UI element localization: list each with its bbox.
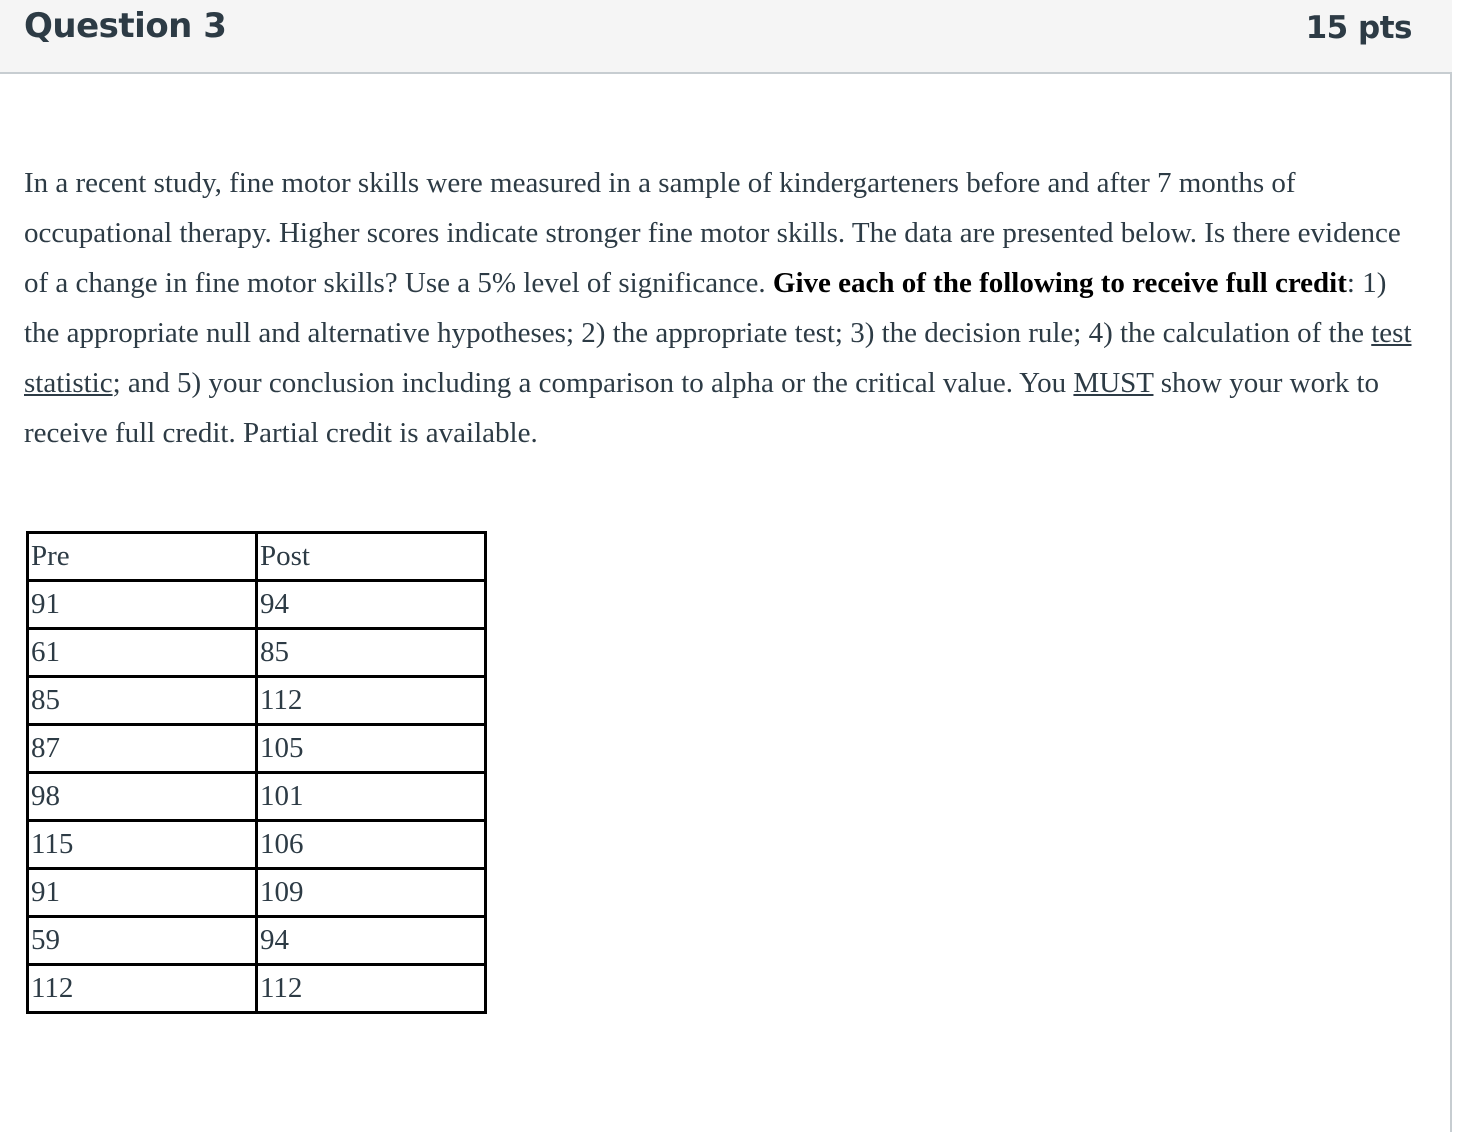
table-row — [28, 869, 486, 917]
table-cell-post: 105 — [257, 725, 486, 773]
table-row — [28, 725, 486, 773]
table-cell-pre: 98 — [28, 773, 257, 821]
table-row — [28, 821, 486, 869]
question-text — [24, 158, 1414, 458]
table-row — [28, 677, 486, 725]
question-text-part1: In a recent study, fine motor skills were measured in a sample of kindergarteners before and after 7 months of occupational therapy. Higher scores indicate stronger fine motor skills. The data are presented below. Is there evidence of a change in fine motor skills? Use a 5% level of significance. — [24, 167, 1401, 299]
table-cell-pre: 61 — [28, 629, 257, 677]
table-cell-post: 85 — [257, 629, 486, 677]
table-cell-pre: 59 — [28, 917, 257, 965]
table-cell-post: 112 — [257, 677, 486, 725]
table-row — [28, 629, 486, 677]
question-text-underline-test-statistic: test statistic — [24, 317, 1412, 399]
table-cell-pre: 115 — [28, 821, 257, 869]
question-text-part3: ; and 5) your conclusion including a comparison to alpha or the critical value. You — [112, 367, 1074, 399]
table-cell-post: 101 — [257, 773, 486, 821]
question-points: 15 pts — [1305, 10, 1412, 46]
table-header-post: Post — [257, 533, 486, 581]
table-cell-pre: 87 — [28, 725, 257, 773]
question-title: Question 3 — [24, 6, 227, 46]
table-cell-post: 112 — [257, 965, 486, 1013]
question-text-underline-must: MUST — [1073, 367, 1154, 399]
table-cell-pre: 112 — [28, 965, 257, 1013]
table-row — [28, 581, 486, 629]
table-row — [28, 773, 486, 821]
table-row — [28, 917, 486, 965]
table-header-pre: Pre — [28, 533, 257, 581]
table-cell-post: 109 — [257, 869, 486, 917]
table-header-row — [28, 533, 486, 581]
table-row — [28, 965, 486, 1013]
table-cell-pre: 91 — [28, 869, 257, 917]
table-cell-post: 106 — [257, 821, 486, 869]
table-cell-post: 94 — [257, 917, 486, 965]
table-cell-post: 94 — [257, 581, 486, 629]
question-text-bold: Give each of the following to receive full credit — [772, 267, 1347, 299]
question-header — [0, 0, 1452, 74]
question-text-part4: show your work to receive full credit. Partial credit is available. — [24, 367, 1380, 449]
table-cell-pre: 91 — [28, 581, 257, 629]
question-text-part2: : 1) the appropriate null and alternative hypotheses; 2) the appropriate test; 3) the decision rule; 4) the calculation of the — [24, 267, 1387, 349]
data-table — [26, 531, 487, 1014]
table-cell-pre: 85 — [28, 677, 257, 725]
